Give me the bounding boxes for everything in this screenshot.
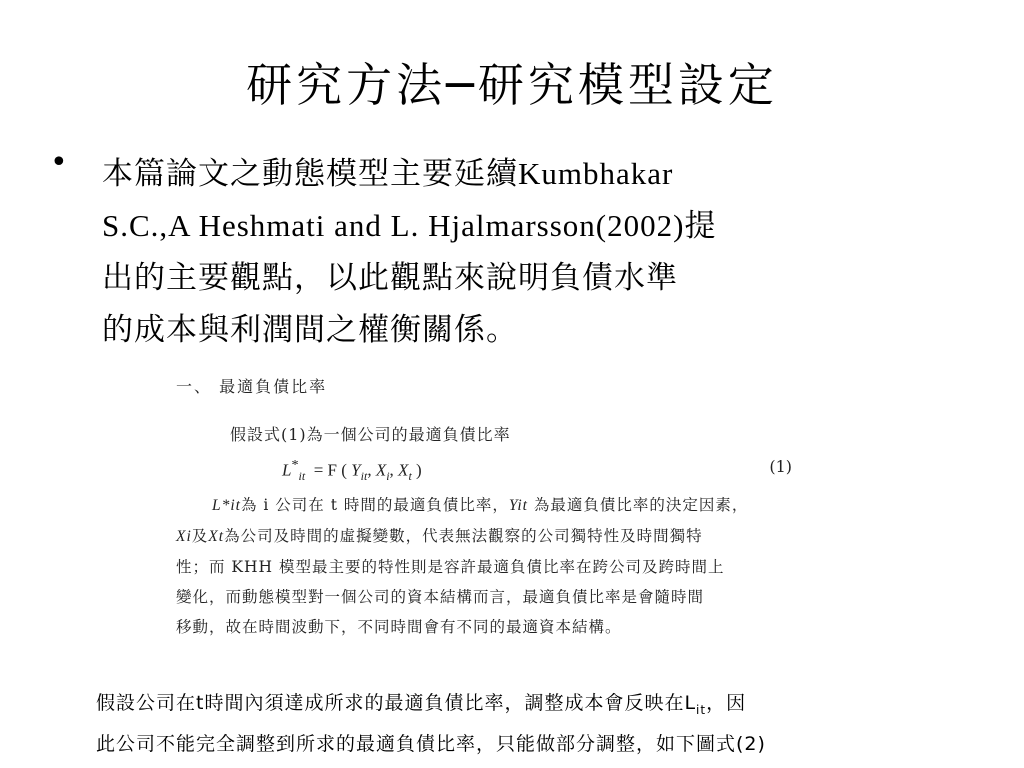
formula-x1-sub: i [386,469,390,484]
paragraph-line [176,521,826,552]
footnote-sub: it [696,702,707,717]
bullet-point [50,145,950,356]
bullet-line: 出的主要觀點，以此觀點來說明負債水準 [102,260,678,295]
footnote-suffix: ，因 [706,692,747,714]
footnote-prefix: 假設公司在t時間內須達成所求的最適負債比率，調整成本會反映在L [96,692,697,714]
equation-number: (1) [769,457,792,476]
symbol-y-it: Yit [508,497,528,514]
slide-title: 研究方法─研究模型設定 [246,58,778,112]
formula-lhs-sub: it [298,469,306,484]
hypothesis-line: 假設式(1)為一個公司的最適負債比率 [230,425,511,444]
formula-y: Y [351,460,361,480]
paragraph-text: 為 i 公司在 t 時間的最適負債比率， [240,496,509,514]
symbol-x-i: Xi [176,528,192,545]
paragraph-text: 及 [191,527,209,545]
section-heading: 一、 最適負債比率 [176,377,328,396]
definition-paragraph [176,490,826,642]
footnote-line [96,686,976,727]
paragraph-text: 為公司及時間的虛擬變數，代表無法觀察的公司獨特性及時間獨特 [224,527,703,545]
formula-y-sub: it [360,469,368,484]
formula-lhs: L [282,460,292,480]
paragraph-line [176,490,826,521]
paragraph-line: 移動，故在時間波動下，不同時間會有不同的最適資本結構。 [176,618,622,636]
equation-1: $L^*_{it} = F$ ( $Y_{it}$, $X_i$, $X_t$ ) [282,457,422,484]
footnote-line: 此公司不能完全調整到所求的最適負債比率，只能做部分調整，如下圖式(2) [96,732,766,755]
bullet-line: 的成本與利潤間之權衡關係。 [102,312,518,347]
paragraph-text: 為最適負債比率的決定因素， [527,496,749,514]
formula-rhs-suffix: ) [416,460,422,480]
symbol-l-star-it: L*it [212,497,241,514]
bullet-text [102,148,950,356]
formula-x2-sub: t [408,469,412,484]
formula-lhs-sup: * [291,457,299,473]
bullet-line: 本篇論文之動態模型主要延續Kumbhakar [102,156,674,191]
symbol-x-t: Xt [208,528,225,545]
paragraph-line: 變化，而動態模型對一個公司的資本結構而言，最適負債比率是會隨時間 [176,588,705,606]
paragraph-line: 性；而 KHH 模型最主要的特性則是容許最適負債比率在跨公司及跨時間上 [176,558,725,576]
bullet-line: S.C.,A Heshmati and L. Hjalmarsson(2002)提 [102,208,717,243]
formula-rhs-prefix: = F ( [313,460,347,480]
footnote-text [96,686,976,761]
scanned-excerpt [170,370,850,670]
formula-x2: X [398,460,409,480]
formula-x1: X [375,460,387,480]
bullet-marker: • [50,145,68,180]
